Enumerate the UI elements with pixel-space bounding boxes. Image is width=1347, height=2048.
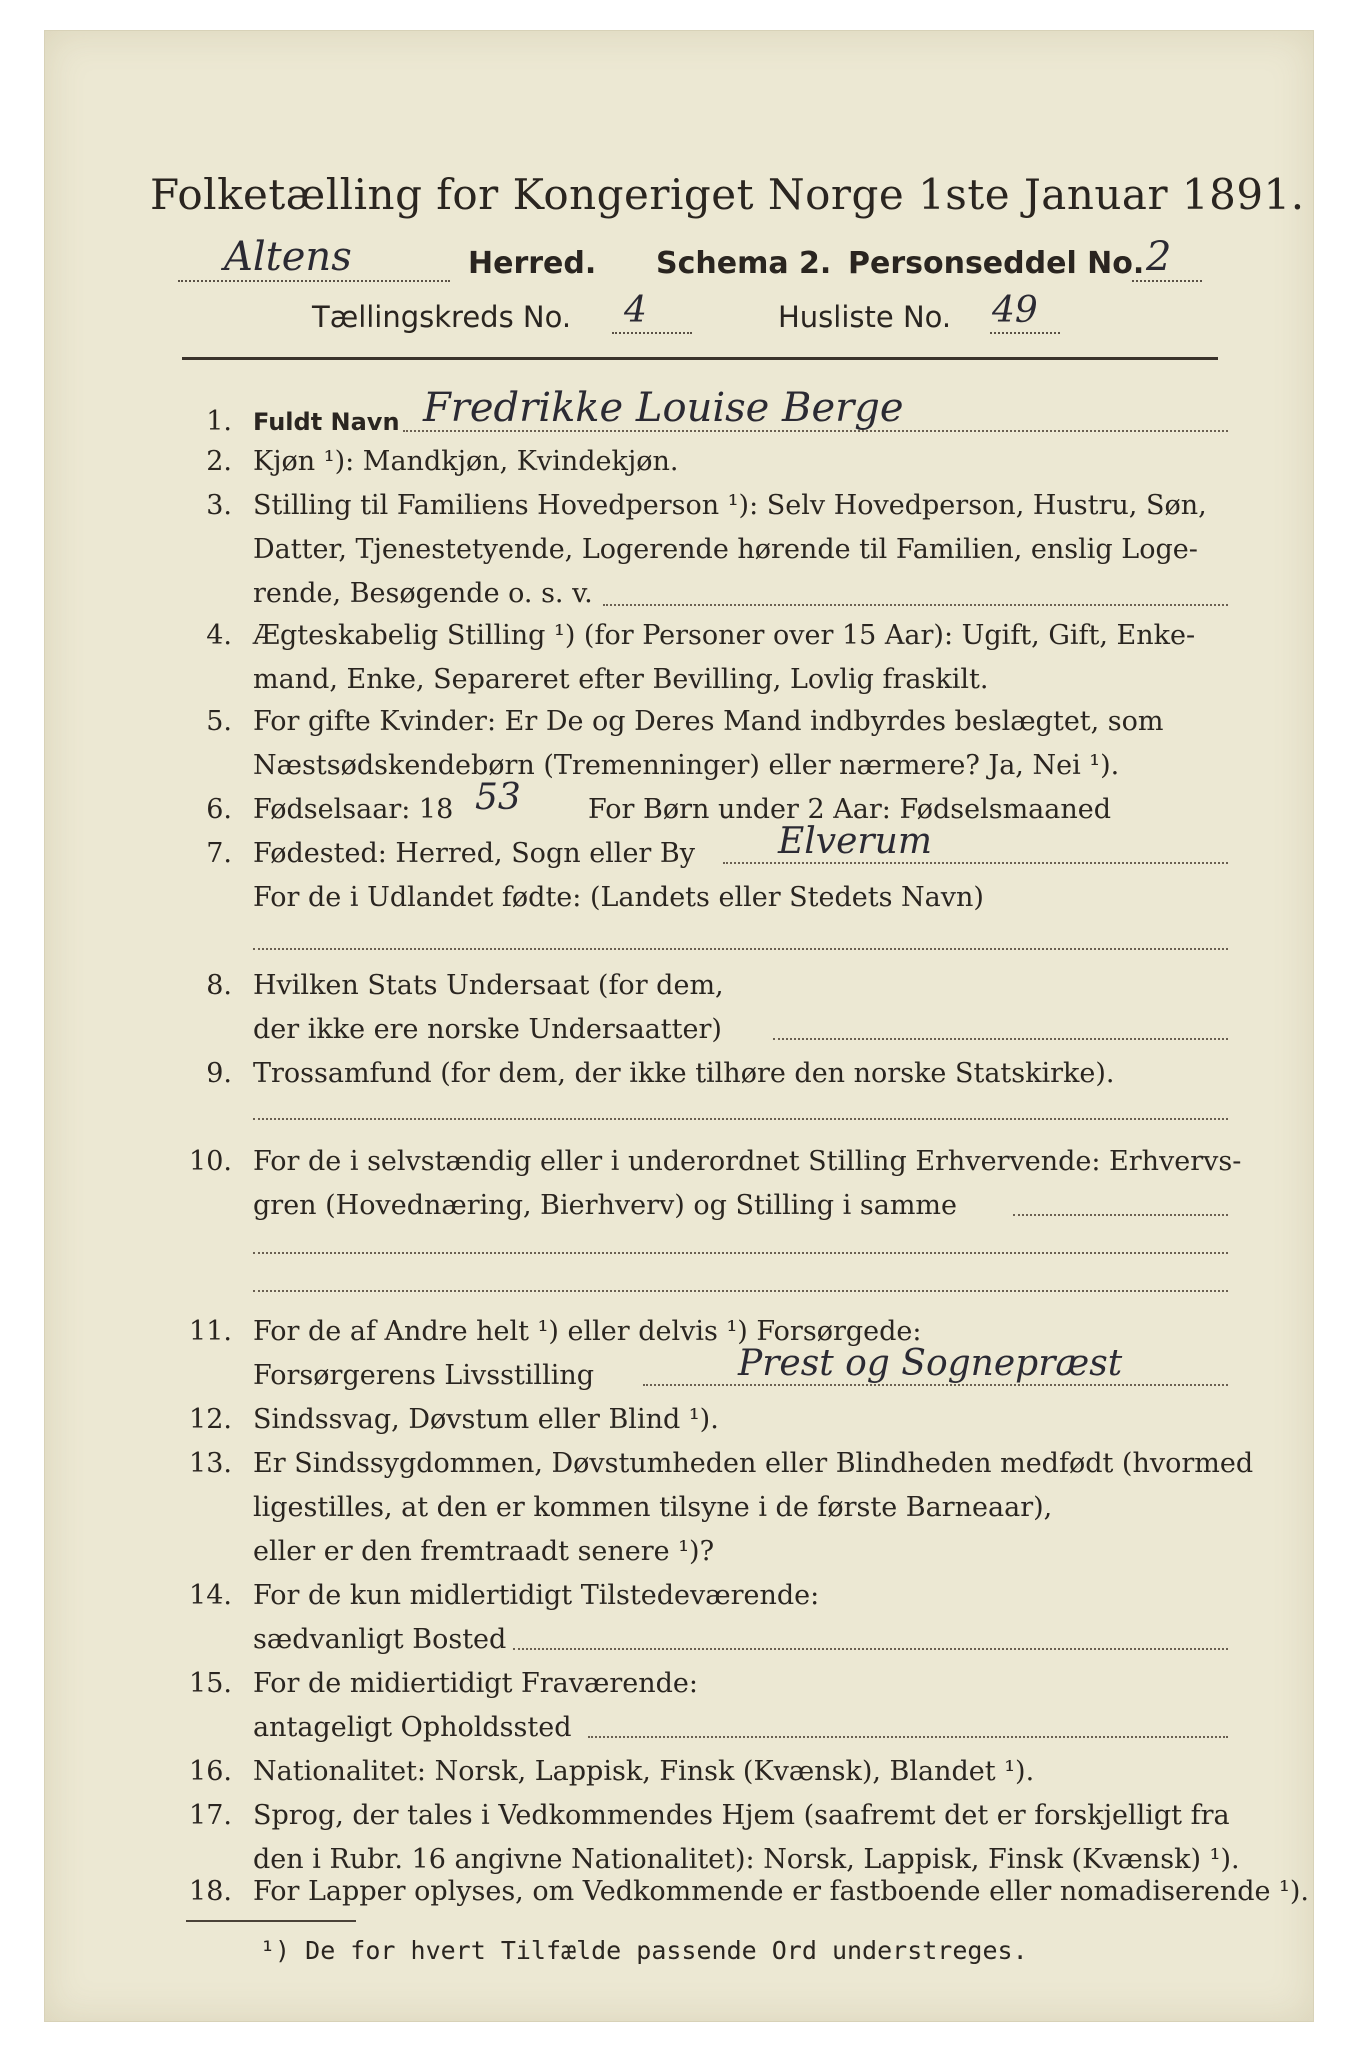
item-text-line-1: For de i selvstændig eller i underordnet Stilling Erhvervende: Erhvervs- — [253, 1146, 1242, 1177]
item-17 — [188, 1794, 1240, 1882]
schema-label: Schema 2. — [656, 246, 832, 281]
item-16 — [188, 1750, 1228, 1794]
item-text-line-2: der ikke ere norske Undersaatter) — [253, 1014, 722, 1045]
item-5 — [188, 700, 1228, 788]
husliste-field — [990, 290, 1060, 334]
item-text-line-1: Fødested: Herred, Sogn eller By — [253, 838, 696, 869]
kreds-value: 4 — [624, 290, 647, 331]
item-3-fill — [603, 604, 1228, 606]
item-8-fill — [773, 1038, 1228, 1040]
husliste-value: 49 — [992, 290, 1038, 331]
item-text-line-1: For de kun midlertidigt Tilstedeværende: — [253, 1580, 820, 1611]
item-10-fill-3 — [253, 1290, 1228, 1292]
item-number: 16. — [189, 1756, 232, 1787]
item-number: 3. — [206, 490, 232, 521]
item-text-line-1: For de af Andre helt ¹) eller delvis ¹) Forsørgede: — [253, 1316, 922, 1347]
item-text-line-2: den i Rubr. 16 angivne Nationalitet): Norsk, Lappisk, Finsk (Kvænsk) ¹). — [253, 1844, 1240, 1875]
item-4 — [188, 614, 1228, 702]
name-value: Fredrikke Louise Berge — [423, 385, 904, 431]
item-text-line-1: Ægteskabelig Stilling ¹) (for Personer over 15 Aar): Ugift, Gift, Enke- — [253, 620, 1196, 651]
item-text: Nationalitet: Norsk, Lappisk, Finsk (Kvænsk), Blandet ¹). — [253, 1756, 1035, 1787]
item-12 — [188, 1398, 1228, 1442]
item-number: 13. — [189, 1448, 232, 1479]
item-text-line-2: For de i Udlandet fødte: (Landets eller Stedets Navn) — [253, 882, 984, 913]
item-text: Sindssvag, Døvstum eller Blind ¹). — [253, 1404, 719, 1435]
item-text-line-2: mand, Enke, Separeret efter Bevilling, Lovlig fraskilt. — [253, 664, 989, 695]
item-14-fill — [513, 1648, 1228, 1650]
item-number: 9. — [206, 1058, 232, 1089]
item-2 — [188, 440, 1228, 484]
item-13 — [188, 1442, 1254, 1574]
husliste-label: Husliste No. — [778, 300, 952, 334]
item-15-fill — [588, 1736, 1228, 1738]
header-row-kreds — [312, 290, 1112, 338]
item-number: 2. — [206, 446, 232, 477]
item-text-line-2: Næstsødskendebørn (Tremenninger) eller nærmere? Ja, Nei ¹). — [253, 750, 1120, 781]
item-14 — [188, 1574, 1228, 1662]
kreds-label: Tællingskreds No. — [312, 300, 572, 334]
item-text: Trossamfund (for dem, der ikke tilhøre den norske Statskirke). — [253, 1058, 1115, 1089]
item-number: 8. — [206, 970, 232, 1001]
item-number: 6. — [206, 794, 232, 825]
form-title: Folketælling for Kongeriget Norge 1ste Januar 1891. — [150, 170, 1305, 219]
birth-year-value: 53 — [475, 777, 521, 818]
item-text-line-1: Sprog, der tales i Vedkommendes Hjem (saafremt det er forskjelligt fra — [253, 1800, 1230, 1831]
item-text-line-1: Er Sindssygdommen, Døvstumheden eller Blindheden medfødt (hvormed — [253, 1448, 1254, 1479]
header-row-herred — [178, 236, 1228, 286]
item-11 — [188, 1310, 1228, 1398]
item-text-line-3: rende, Besøgende o. s. v. — [253, 578, 593, 609]
item-number: 17. — [189, 1800, 232, 1831]
item-text-line-1: For de midiertidigt Fraværende: — [253, 1668, 699, 1699]
item-text-line-2: Datter, Tjenestetyende, Logerende hørende til Familien, enslig Loge- — [253, 534, 1198, 565]
item-text-line-3: eller er den fremtraadt senere ¹)? — [253, 1536, 715, 1567]
item-number: 7. — [206, 838, 232, 869]
item-text-line-1: For gifte Kvinder: Er De og Deres Mand indbyrdes beslægtet, som — [253, 706, 1164, 737]
item-number: 10. — [189, 1146, 232, 1177]
item-text-line-2: ligestilles, at den er kommen tilsyne i de første Barneaar), — [253, 1492, 1053, 1523]
item-9 — [188, 1052, 1228, 1140]
provider-value: Prest og Sognepræst — [738, 1343, 1123, 1384]
item-number: 11. — [189, 1316, 232, 1347]
footnote-divider — [186, 1920, 356, 1922]
item-9-fill — [253, 1118, 1228, 1120]
item-text-line-2: gren (Hovednæring, Bierhverv) og Stilling i samme — [253, 1190, 958, 1221]
item-number: 4. — [206, 620, 232, 651]
item-number: 18. — [189, 1876, 232, 1907]
item-number: 15. — [189, 1668, 232, 1699]
item-text: Kjøn ¹): Mandkjøn, Kvindekjøn. — [253, 446, 679, 477]
item-1 — [188, 385, 1228, 444]
item-text-line-2: sædvanligt Bosted — [253, 1624, 507, 1655]
item-text: For Lapper oplyses, om Vedkommende er fastboende eller nomadiserende ¹). — [253, 1876, 1309, 1907]
item-number: 14. — [189, 1580, 232, 1611]
personseddel-field — [1132, 234, 1202, 282]
personseddel-label: Personseddel No. — [848, 246, 1145, 281]
item-number: 1. — [206, 406, 232, 437]
header-divider — [182, 357, 1218, 360]
item-text-b: For Børn under 2 Aar: Fødselsmaaned — [588, 794, 1112, 825]
item-10-fill-1 — [1013, 1214, 1228, 1216]
item-text-line-2: Forsørgerens Livsstilling — [253, 1360, 595, 1391]
item-label: Fuldt Navn — [253, 408, 400, 436]
item-3 — [188, 484, 1228, 616]
herred-field — [178, 234, 450, 282]
item-18 — [188, 1870, 1309, 1914]
birthplace-value: Elverum — [778, 821, 932, 862]
herred-value: Altens — [224, 234, 352, 280]
herred-label: Herred. — [468, 246, 597, 281]
item-10-fill-2 — [253, 1252, 1228, 1254]
item-6 — [188, 777, 1228, 832]
item-text-line-1: Stilling til Familiens Hovedperson ¹): Selv Hovedperson, Hustru, Søn, — [253, 490, 1207, 521]
item-text-line-2: antageligt Opholdssted — [253, 1712, 572, 1743]
item-7 — [188, 821, 1228, 964]
item-7-fill — [253, 948, 1228, 950]
kreds-field — [612, 290, 692, 334]
item-text-line-1: Hvilken Stats Undersaat (for dem, — [253, 970, 724, 1001]
item-number: 5. — [206, 706, 232, 737]
item-15 — [188, 1662, 1228, 1750]
item-text: Fødselsaar: 18 — [253, 794, 454, 825]
footnote: ¹) De for hvert Tilfælde passende Ord understreges. — [260, 1936, 1028, 1965]
personseddel-value: 2 — [1146, 234, 1172, 280]
item-8 — [188, 964, 1228, 1052]
item-number: 12. — [189, 1404, 232, 1435]
item-10 — [188, 1140, 1242, 1280]
